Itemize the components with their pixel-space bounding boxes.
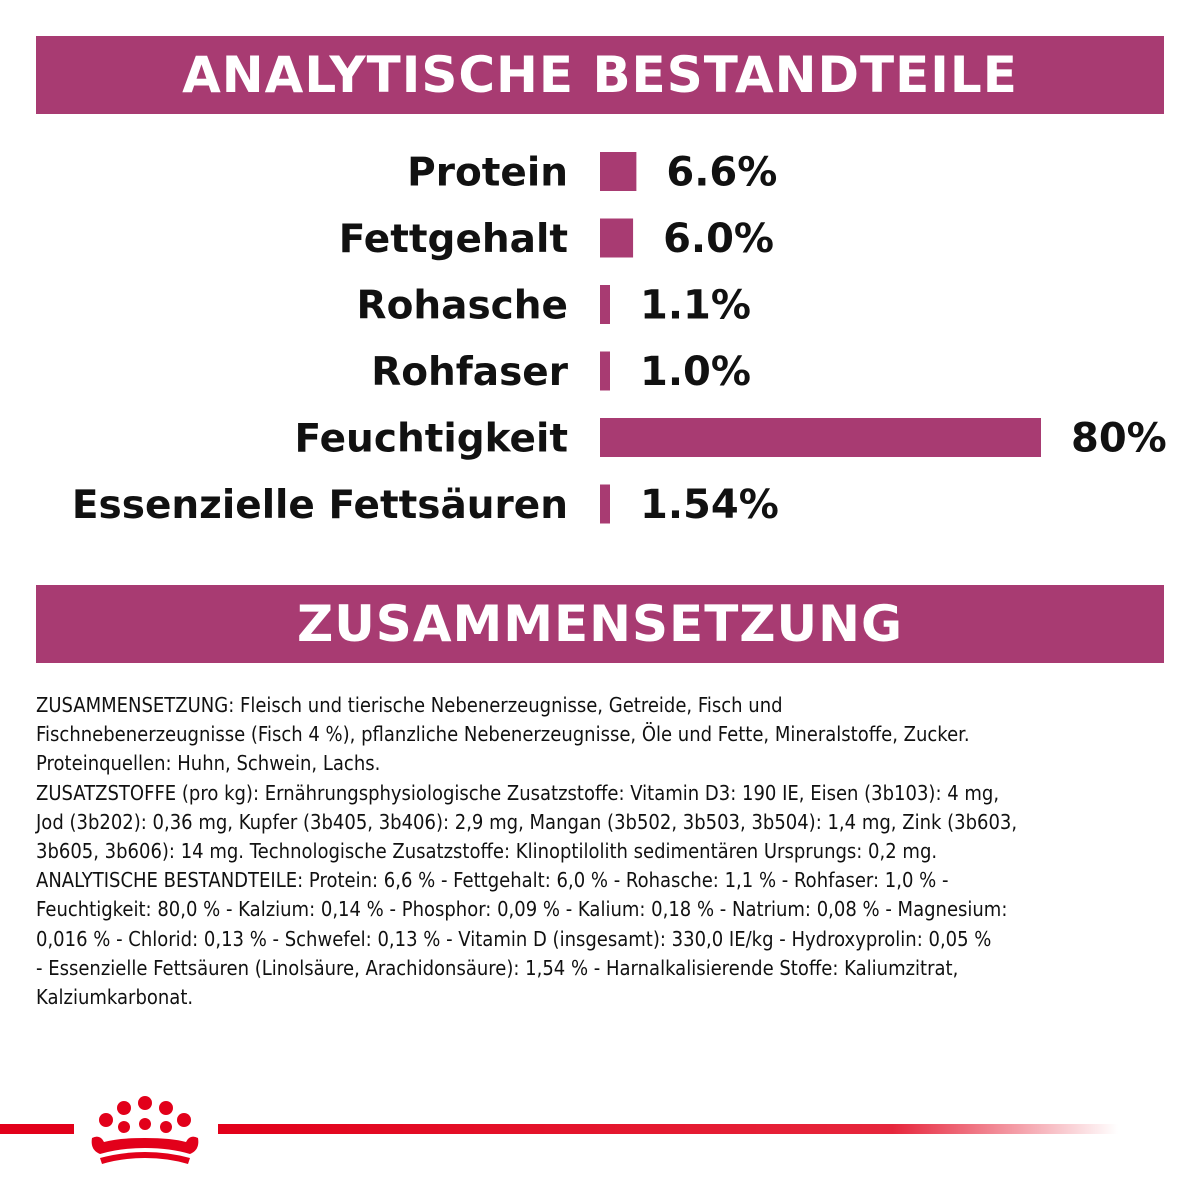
analysis-header-title: ANALYTISCHE BESTANDTEILE bbox=[182, 46, 1018, 104]
bar-category-label: Rohfaser bbox=[371, 350, 568, 395]
bar-value-label: 80% bbox=[1071, 415, 1167, 462]
bar-category-label: Protein bbox=[407, 150, 568, 196]
bar bbox=[600, 285, 610, 324]
composition-line: - Essenzielle Fettsäuren (Linolsäure, Arachidonsäure): 1,54 % - Harnalkalisierende Stoffe: Kaliumzitrat, bbox=[36, 955, 959, 980]
composition-line: ZUSATZSTOFFE (pro kg): Ernährungsphysiologische Zusatzstoffe: Vitamin D3: 190 IE, Eisen (3b103): 4 mg, bbox=[36, 780, 1000, 805]
composition-header-title: ZUSAMMENSETZUNG bbox=[296, 595, 904, 653]
bar-value-label: 1.54% bbox=[640, 482, 779, 528]
bar bbox=[600, 485, 610, 524]
composition-line: ZUSAMMENSETZUNG: Fleisch und tierische Nebenerzeugnisse, Getreide, Fisch und bbox=[36, 693, 783, 717]
nutrient-bar-chart bbox=[0, 140, 1200, 550]
footer-line-left bbox=[0, 1124, 74, 1134]
bar-value-label: 6.0% bbox=[663, 216, 775, 262]
composition-line: ANALYTISCHE BESTANDTEILE: Protein: 6,6 % - Fettgehalt: 6,0 % - Rohasche: 1,1 % - Rohfaser: 1,0 % - bbox=[36, 868, 949, 893]
composition-line: Feuchtigkeit: 80,0 % - Kalzium: 0,14 % - Phosphor: 0,09 % - Kalium: 0,18 % - Natrium: 0,08 % - Magnesium: bbox=[36, 897, 1008, 922]
composition-text bbox=[36, 691, 1166, 1012]
composition-header-banner bbox=[36, 585, 1164, 663]
bar-value-label: 1.0% bbox=[640, 349, 751, 395]
bar-category-label: Essenzielle Fettsäuren bbox=[71, 483, 568, 528]
composition-line: Proteinquellen: Huhn, Schwein, Lachs. bbox=[36, 751, 381, 776]
bar bbox=[600, 152, 636, 191]
composition-line: Fischnebenerzeugnisse (Fisch 4 %), pflanzliche Nebenerzeugnisse, Öle und Fette, Mineralstoffe, Zucker. bbox=[36, 722, 970, 747]
bar bbox=[600, 418, 1041, 457]
composition-line: 3b605, 3b606): 14 mg. Technologische Zusatzstoffe: Klinoptilolith sedimentären Ursprungs: 0,2 mg. bbox=[36, 839, 938, 864]
footer-brand-strip bbox=[0, 1090, 1200, 1200]
bar-category-label: Feuchtigkeit bbox=[294, 416, 568, 462]
composition-line: Jod (3b202): 0,36 mg, Kupfer (3b405, 3b406): 2,9 mg, Mangan (3b502, 3b503, 3b504): 1,4 mg, Zink (3b603, bbox=[36, 809, 1018, 834]
composition-line: 0,016 % - Chlorid: 0,13 % - Schwefel: 0,13 % - Vitamin D (insgesamt): 330,0 IE/kg - Hydroxyprolin: 0,05 % bbox=[36, 926, 992, 951]
bar-value-label: 1.1% bbox=[640, 282, 751, 329]
bar-category-label: Rohasche bbox=[356, 283, 568, 329]
composition-line: Kalziumkarbonat. bbox=[36, 985, 194, 1010]
bar-category-label: Fettgehalt bbox=[338, 217, 568, 262]
bar bbox=[600, 352, 610, 391]
footer-line-right bbox=[218, 1124, 1118, 1134]
crown-icon bbox=[92, 1096, 199, 1164]
bar-value-label: 6.6% bbox=[666, 149, 778, 196]
analysis-header-banner bbox=[36, 36, 1164, 114]
bar bbox=[600, 219, 633, 258]
